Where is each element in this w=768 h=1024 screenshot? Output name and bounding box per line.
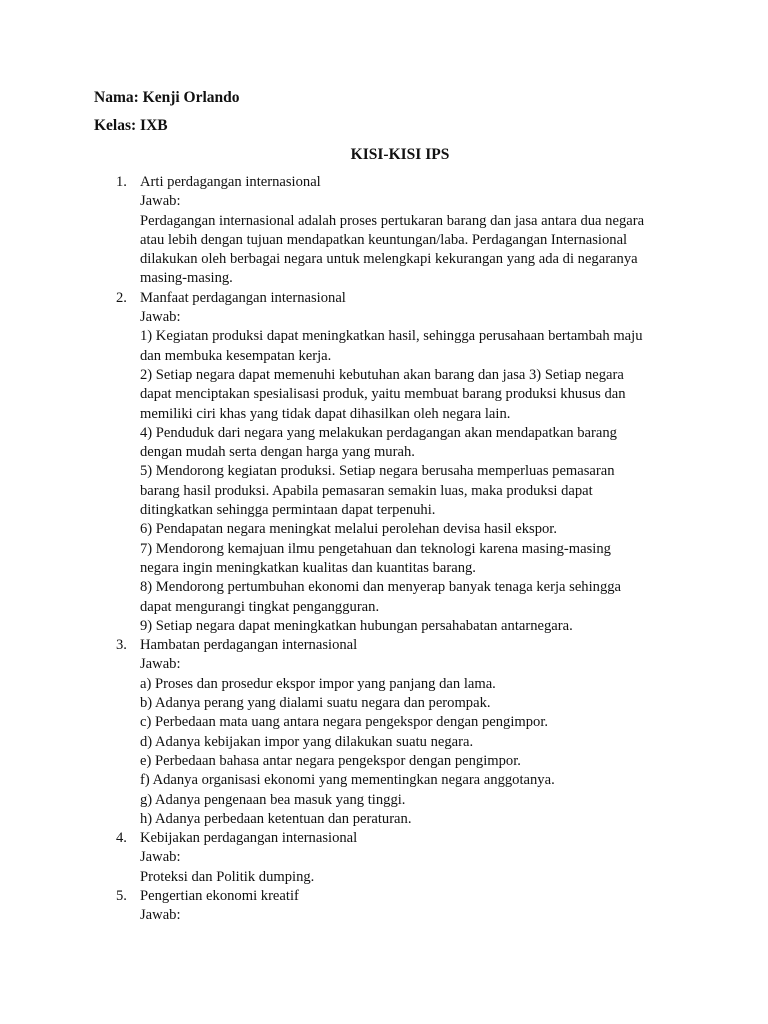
answer-text: dilakukan oleh berbagai negara untuk melengkapi kekurangan yang ada di negaranya (140, 251, 638, 268)
answer-label: Jawab: (140, 849, 181, 866)
answer-label: Jawab: (140, 656, 181, 673)
answer-text: barang hasil produksi. Apabila pemasaran semakin luas, maka produksi dapat (140, 482, 593, 499)
answer-text: 8) Mendorong pertumbuhan ekonomi dan menyerap banyak tenaga kerja sehingga (140, 579, 622, 596)
question-text: Kebijakan perdagangan internasional (140, 830, 358, 847)
answer-text: h) Adanya perbedaan ketentuan dan peraturan. (140, 810, 412, 827)
answer-text: atau lebih dengan tujuan mendapatkan keuntungan/laba. Perdagangan Internasional (140, 231, 628, 248)
list-item-number: 5. (116, 887, 127, 904)
answer-text: 9) Setiap negara dapat meningkatkan hubungan persahabatan antarnegara. (140, 617, 573, 634)
question-text: Hambatan perdagangan internasional (140, 637, 358, 654)
list-item-number: 1. (116, 174, 127, 190)
answer-text: d) Adanya kebijakan impor yang dilakukan suatu negara. (140, 733, 474, 750)
answer-text: 5) Mendorong kegiatan produksi. Setiap negara berusaha memperluas pemasaran (140, 463, 615, 480)
answer-text: negara ingin meningkatkan kualitas dan kuantitas barang. (140, 559, 476, 576)
answer-text: b) Adanya perang yang dialami suatu negara dan perompak. (140, 695, 491, 712)
answer-text: dapat menciptakan spesialisasi produk, yaitu membuat barang produksi khusus dan (140, 386, 626, 403)
list-item-number: 3. (116, 637, 127, 654)
answer-text: dapat mengurangi tingkat pengangguran. (140, 598, 380, 615)
list-item-number: 4. (116, 830, 127, 847)
answer-text: ditingkatkan sehingga permintaan dapat terpenuhi. (140, 502, 436, 519)
answer-text: g) Adanya pengenaan bea masuk yang tinggi. (140, 791, 406, 808)
question-text: Arti perdagangan internasional (140, 174, 321, 190)
answer-text: e) Perbedaan bahasa antar negara pengekspor dengan pengimpor. (140, 752, 521, 769)
answer-text: c) Perbedaan mata uang antara negara pengekspor dengan pengimpor. (140, 714, 549, 731)
answer-text: Proteksi dan Politik dumping. (140, 868, 315, 885)
answer-text: 2) Setiap negara dapat memenuhi kebutuhan akan barang dan jasa 3) Setiap negara (140, 366, 624, 383)
answer-label: Jawab: (140, 309, 181, 326)
page-title: KISI-KISI IPS (350, 146, 450, 163)
answer-text: 1) Kegiatan produksi dapat meningkatkan hasil, sehingga perusahaan bertambah maju (140, 328, 643, 345)
answer-text: 4) Penduduk dari negara yang melakukan perdagangan akan mendapatkan barang (140, 424, 617, 441)
answer-text: dan membuka kesempatan kerja. (140, 347, 332, 364)
answer-label: Jawab: (140, 193, 181, 210)
list-item (0, 887, 676, 926)
answer-text: f) Adanya organisasi ekonomi yang mementingkan negara anggotanya. (140, 772, 555, 789)
list-item-number: 2. (116, 289, 127, 306)
list-item (0, 636, 676, 829)
question-list (0, 173, 768, 926)
student-class: Kelas: IXB (94, 117, 168, 134)
answer-text: a) Proses dan prosedur ekspor impor yang panjang dan lama. (140, 675, 496, 692)
answer-text: memiliki ciri khas yang tidak dapat dihasilkan oleh negara lain. (140, 405, 511, 422)
answer-label: Jawab: (140, 907, 181, 924)
list-item (0, 289, 676, 636)
question-text: Manfaat perdagangan internasional (140, 289, 346, 306)
answer-text: dengan mudah serta dengan harga yang murah. (140, 444, 415, 461)
question-text: Pengertian ekonomi kreatif (140, 887, 299, 904)
list-item (0, 173, 676, 289)
answer-text: 6) Pendapatan negara meningkat melalui perolehan devisa hasil ekspor. (140, 521, 557, 538)
student-name: Nama: Kenji Orlando (94, 89, 240, 106)
answer-text: Perdagangan internasional adalah proses pertukaran barang dan jasa antara dua negara (140, 212, 645, 229)
list-item (0, 829, 676, 887)
answer-text: masing-masing. (140, 270, 233, 287)
answer-text: 7) Mendorong kemajuan ilmu pengetahuan dan teknologi karena masing-masing (140, 540, 611, 557)
